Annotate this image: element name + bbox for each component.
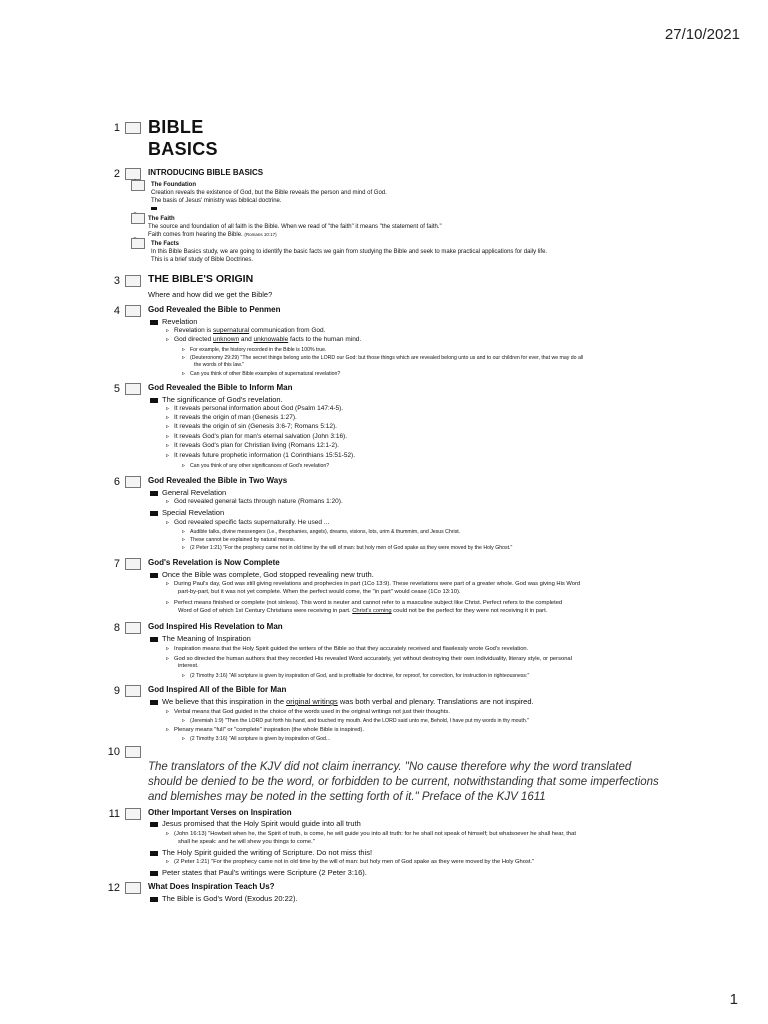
bullet-item xyxy=(150,508,224,517)
bullet-text: Once the Bible was complete, God stopped revealing new truth. xyxy=(162,570,374,579)
origin-heading: THE BIBLE'S ORIGIN xyxy=(148,273,254,285)
arrow-icon: ▹ xyxy=(166,831,170,837)
sub-text: Verbal means that God guided in the choice of the words used in the original writings not just their thoughts. xyxy=(174,709,450,715)
row-checkbox[interactable] xyxy=(125,558,141,570)
row-number: 10 xyxy=(107,746,120,758)
sub-title: The Faith xyxy=(148,216,175,222)
intro-text: In this Bible Basics study, we are going to identify the basic facts we gain from studying the Bible and seek to make practical applications for daily life. xyxy=(151,249,548,255)
sub-checkbox[interactable] xyxy=(131,213,145,224)
sub-checkbox[interactable] xyxy=(131,238,145,249)
underline-text: unknowable xyxy=(253,336,289,343)
sub-text: It reveals the origin of sin (Genesis 3:6-7; Romans 5:12). xyxy=(174,423,337,430)
sub-text: Plenary means "full" or "complete" inspiration (the whole Bible is inspired). xyxy=(174,727,364,733)
bullet-marker xyxy=(150,573,158,578)
bullet-marker xyxy=(150,897,158,902)
bullet-item xyxy=(150,634,251,643)
detail-text: (2 Timothy 3:16) "All scripture is given by inspiration of God... xyxy=(190,736,331,742)
intro-text: Creation reveals the existence of God, but the Bible reveals the person and mind of God. xyxy=(151,190,387,196)
section-heading: God Inspired All of the Bible for Man xyxy=(148,685,287,694)
intro-text-span: Faith comes from hearing the Bible. xyxy=(148,232,243,238)
bullet-text: Special Revelation xyxy=(162,508,225,517)
sub-sub-item xyxy=(182,346,326,353)
sub-text: facts to the human mind. xyxy=(288,336,362,343)
arrow-icon: ▹ xyxy=(166,434,170,440)
sub-text: (John 16:13) "Howbeit when he, the Spirit of truth, is come, he will guide you into all truth: for he shall not speak of himself; but whatsoever he shall hear, that xyxy=(174,831,576,837)
underline-text: unknown xyxy=(213,336,240,343)
arrow-icon: ▹ xyxy=(166,520,170,526)
arrow-icon: ▹ xyxy=(182,718,186,724)
section-heading: God Revealed the Bible to Inform Man xyxy=(148,383,293,392)
row-checkbox[interactable] xyxy=(125,122,141,134)
sub-text: It reveals future prophetic information (1 Corinthians 15:51-52). xyxy=(174,452,356,459)
sub-item xyxy=(166,423,337,430)
arrow-icon: ▹ xyxy=(182,371,186,377)
sub-item xyxy=(166,858,534,865)
sub-item xyxy=(166,336,361,343)
sub-item xyxy=(166,708,450,715)
bullet-item xyxy=(150,848,372,857)
arrow-icon: ▹ xyxy=(166,600,170,606)
detail-text: Can you think of other Bible examples of supernatural revelation? xyxy=(190,371,341,377)
sub-text: Perfect means finished or complete (not sinless). This word is neuter and cannot refer to a masculine subject like Christ. Perfect refers to the completed xyxy=(174,600,563,606)
sub-text: God revealed specific facts supernaturally. He used ... xyxy=(174,519,330,526)
arrow-icon: ▹ xyxy=(166,581,170,587)
row-number: 11 xyxy=(108,808,120,820)
row-checkbox[interactable] xyxy=(125,305,141,317)
arrow-icon: ▹ xyxy=(182,736,186,742)
section-heading: God Inspired His Revelation to Man xyxy=(148,622,283,631)
row-number: 6 xyxy=(113,476,120,488)
sub-text: interest. xyxy=(178,663,199,669)
intro-heading: INTRODUCING BIBLE BASICS xyxy=(148,168,264,177)
row-checkbox[interactable] xyxy=(125,622,141,634)
row-number: 8 xyxy=(113,622,120,634)
row-number: 12 xyxy=(107,882,120,894)
sub-sub-item xyxy=(182,462,329,469)
underline-text: Christ's coming xyxy=(352,608,392,614)
bullet-marker xyxy=(150,398,158,403)
kjv-quote: The translators of the KJV did not claim inerrancy. "No cause therefore why the word translated should be denied to be the word, or forbidden to be current, notwithstanding that some imperfections and blemishes may be noted in the setting forth of it." Preface of the KJV 1611 xyxy=(148,761,659,803)
sub-text: It reveals personal information about God (Psalm 147:4-5). xyxy=(174,405,344,412)
sub-text-span: could not be the perfect for they were not receiving it in part. xyxy=(391,608,548,614)
sub-title: The Facts xyxy=(151,241,180,247)
bullet-item xyxy=(150,570,374,579)
bullet-text: The significance of God's revelation. xyxy=(162,395,283,404)
arrow-icon: ▹ xyxy=(182,355,186,361)
intro-text xyxy=(148,231,277,239)
arrow-icon: ▹ xyxy=(182,545,186,551)
sub-sub-item xyxy=(182,717,529,724)
detail-text: (2 Timothy 3:16) "All scripture is given by inspiration of God, and is profitable for doctrine, for reproof, for correction, for instruction in righteousness:" xyxy=(190,673,530,679)
sub-text: God directed xyxy=(174,336,214,343)
sub-text: and xyxy=(239,336,254,343)
sub-text: Inspiration means that the Holy Spirit guided the writers of the Bible so that they accurately received and flawlessly wrote God's revelation. xyxy=(174,646,529,652)
detail-text: Audible talks, divine messengers (i.e., theophanies, angels), dreams, visions, lots, urim & thummim, and Jesus Christ. xyxy=(190,529,461,535)
row-checkbox[interactable] xyxy=(125,746,141,758)
bullet-marker xyxy=(150,822,158,827)
row-number: 2 xyxy=(113,168,120,180)
bullet-item xyxy=(150,894,298,903)
sub-text: communication from God. xyxy=(249,327,326,334)
arrow-icon: ▹ xyxy=(182,463,186,469)
intro-text: The source and foundation of all faith is the Bible. When we read of "the faith" it means "the statement of faith." xyxy=(148,224,442,230)
sub-sub-item xyxy=(182,735,330,742)
intro-text: This is a brief study of Bible Doctrines. xyxy=(151,257,254,263)
origin-subtitle: Where and how did we get the Bible? xyxy=(148,290,273,299)
bullet-item xyxy=(150,488,226,497)
detail-text: (Deuteronomy 29:29) "The secret things belong unto the LORD our God: but those things which are revealed belong unto us and to our children for ever, that we may do all xyxy=(190,355,584,361)
section-heading: God Revealed the Bible to Penmen xyxy=(148,305,281,314)
arrow-icon: ▹ xyxy=(166,328,170,334)
arrow-icon: ▹ xyxy=(182,537,186,543)
sub-text: It reveals God's plan for Christian living (Romans 12:1-2). xyxy=(174,442,339,449)
detail-text: (2 Peter 1:21) "For the prophecy came not in old time by the will of man: but holy men of God spake as they were moved by the Holy Ghost." xyxy=(190,545,513,551)
sub-item xyxy=(166,414,297,421)
row-checkbox[interactable] xyxy=(125,808,141,820)
section-heading: What Does Inspiration Teach Us? xyxy=(148,882,275,891)
row-number: 4 xyxy=(113,305,120,317)
row-checkbox[interactable] xyxy=(125,275,141,287)
sub-text: shall he speak: and he will shew you things to come." xyxy=(178,839,315,845)
sub-text: part-by-part, but it was not yet complete. When the perfect would come, the "in part" would cease (1Co 13:10). xyxy=(178,589,461,595)
bullet-item xyxy=(150,697,534,706)
section-heading: God's Revelation is Now Complete xyxy=(148,558,280,567)
title-line-1: BIBLE xyxy=(148,117,204,137)
sub-item xyxy=(166,830,576,837)
arrow-icon: ▹ xyxy=(166,424,170,430)
arrow-icon: ▹ xyxy=(166,646,170,652)
bullet-item xyxy=(150,317,197,326)
title-line-2: BASICS xyxy=(148,139,218,159)
ref-text: (Romans 10:17) xyxy=(244,232,277,237)
underline-text: original writings xyxy=(286,697,338,706)
sub-text: It reveals God's plan for man's eternal salvation (John 3:16). xyxy=(174,433,348,440)
bullet-marker xyxy=(150,871,158,876)
arrow-icon: ▹ xyxy=(182,347,186,353)
bullet-marker xyxy=(150,637,158,642)
underline-text: supernatural xyxy=(213,327,250,334)
sub-text: (2 Peter 1:21) "For the prophecy came not in old time by the will of man: but holy men of God spake as they were moved by the Holy Ghost." xyxy=(174,859,535,865)
arrow-icon: ▹ xyxy=(166,443,170,449)
sub-text: God so directed the human authors that they recorded His revealed Word accurately, yet without destroying their own individuality, literary style, or personal xyxy=(174,656,572,662)
arrow-icon: ▹ xyxy=(166,656,170,662)
sub-sub-item xyxy=(182,672,529,679)
detail-text: the words of this law." xyxy=(194,362,244,368)
row-number: 1 xyxy=(113,122,120,134)
bullet-text: Jesus promised that the Holy Spirit would guide into all truth xyxy=(162,819,361,828)
bullet-marker xyxy=(150,700,158,705)
sub-item xyxy=(166,452,355,459)
sub-text: It reveals the origin of man (Genesis 1:27). xyxy=(174,414,297,421)
row-number: 5 xyxy=(113,383,120,395)
sub-item xyxy=(166,726,364,733)
bullet-marker xyxy=(151,207,157,210)
bullet-text: The Bible is God's Word (Exodus 20:22). xyxy=(162,894,298,903)
row-number: 3 xyxy=(113,275,120,287)
row-checkbox[interactable] xyxy=(125,685,141,697)
bullet-item xyxy=(150,868,367,877)
sub-sub-item xyxy=(182,354,583,361)
sub-item xyxy=(166,655,572,662)
bullet-text: Revelation xyxy=(162,317,198,326)
arrow-icon: ▹ xyxy=(166,406,170,412)
sub-text xyxy=(178,608,547,614)
sub-item xyxy=(166,645,528,652)
bullet-marker xyxy=(150,851,158,856)
row-checkbox[interactable] xyxy=(125,476,141,488)
arrow-icon: ▹ xyxy=(166,727,170,733)
arrow-icon: ▹ xyxy=(166,453,170,459)
detail-text: For example, the history recorded in the Bible is 100% true. xyxy=(190,347,327,353)
sub-checkbox[interactable] xyxy=(131,180,145,191)
bullet-item xyxy=(150,819,361,828)
sub-sub-item xyxy=(182,370,340,377)
arrow-icon: ▹ xyxy=(166,415,170,421)
bullet-marker xyxy=(150,491,158,496)
detail-text: Can you think of any other significances of God's revelation? xyxy=(190,463,330,469)
sub-text-span: Word of God of which 1st Century Christians were receiving in part. xyxy=(178,608,353,614)
sub-item xyxy=(166,498,343,505)
arrow-icon: ▹ xyxy=(166,337,170,343)
arrow-icon: ▹ xyxy=(166,499,170,505)
row-number: 7 xyxy=(113,558,120,570)
intro-text: The basis of Jesus' ministry was biblical doctrine. xyxy=(151,198,282,204)
bullet-marker xyxy=(150,511,158,516)
sub-sub-item xyxy=(182,536,295,543)
arrow-icon: ▹ xyxy=(182,529,186,535)
sub-title: The Foundation xyxy=(151,182,196,188)
section-heading: God Revealed the Bible in Two Ways xyxy=(148,476,288,485)
detail-text: (Jeremiah 1:9) "Then the LORD put forth his hand, and touched my mouth. And the LORD said unto me, Behold, I have put my words in thy mouth." xyxy=(190,718,530,724)
date-header: 27/10/2021 xyxy=(664,26,740,43)
arrow-icon: ▹ xyxy=(182,673,186,679)
bullet-text: was both verbal and plenary. Translations are not inspired. xyxy=(337,697,534,706)
arrow-icon: ▹ xyxy=(166,709,170,715)
sub-sub-item xyxy=(182,528,460,535)
sub-item xyxy=(166,580,580,587)
section-heading: Other Important Verses on Inspiration xyxy=(148,808,292,817)
page-number: 1 xyxy=(729,991,738,1008)
bullet-item xyxy=(150,395,283,404)
detail-text: These cannot be explained by natural means. xyxy=(190,537,295,543)
page-title xyxy=(148,116,218,160)
bullet-text: We believe that this inspiration in the xyxy=(162,697,287,706)
row-checkbox[interactable] xyxy=(125,383,141,395)
bullet-text: The Meaning of Inspiration xyxy=(162,634,251,643)
sub-text: Revelation is xyxy=(174,327,214,334)
sub-item xyxy=(166,327,325,334)
row-checkbox[interactable] xyxy=(125,882,141,894)
sub-item xyxy=(166,442,339,449)
sub-item xyxy=(166,433,347,440)
sub-item xyxy=(166,405,343,412)
sub-text: God revealed general facts through nature (Romans 1:20). xyxy=(174,498,343,505)
row-number: 9 xyxy=(113,685,120,697)
bullet-marker xyxy=(150,320,158,325)
sub-item xyxy=(166,519,329,526)
sub-sub-item xyxy=(182,544,512,551)
bullet-text: The Holy Spirit guided the writing of Scripture. Do not miss this! xyxy=(162,848,373,857)
sub-text: During Paul's day, God was still giving revelations and prophecies in part (1Co 13:9). These revelations were part of a greater whole. God was giving His Word xyxy=(174,581,581,587)
sub-item xyxy=(166,599,562,606)
bullet-text: Peter states that Paul's writings were Scripture (2 Peter 3:16). xyxy=(162,868,367,877)
arrow-icon: ▹ xyxy=(166,859,170,865)
bullet-text: General Revelation xyxy=(162,488,227,497)
